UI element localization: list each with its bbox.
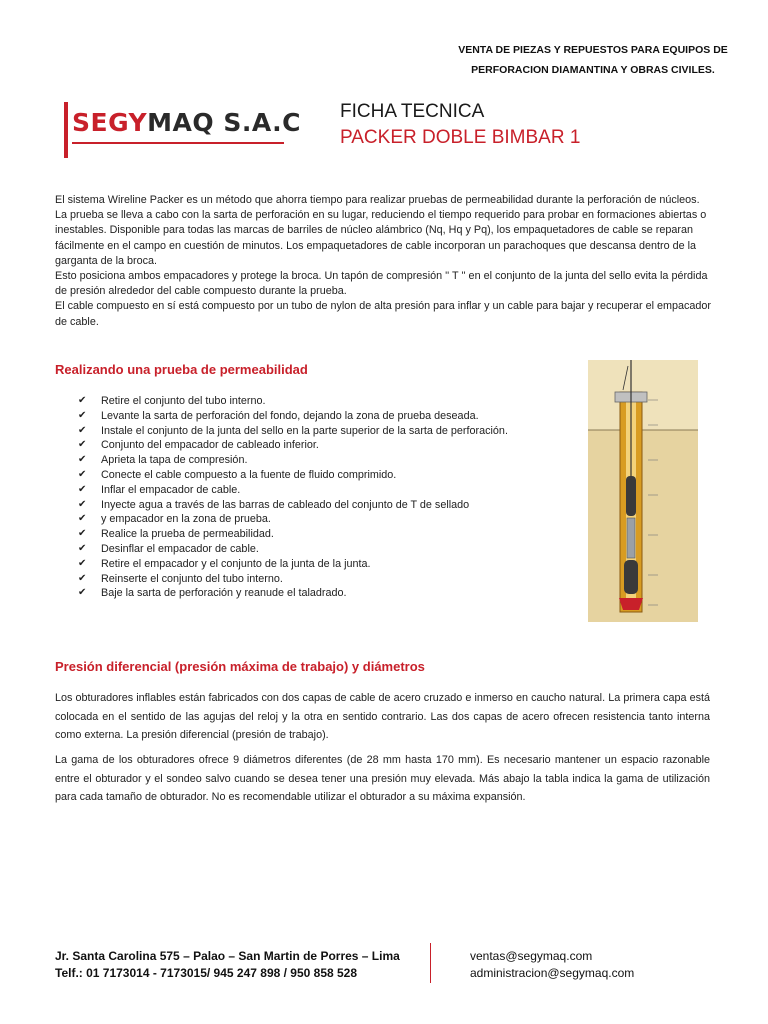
step-text: Realice la prueba de permeabilidad. (101, 528, 274, 541)
footer-email-sales[interactable]: ventas@segymaq.com (470, 949, 593, 963)
company-logo (58, 98, 308, 160)
footer-divider (430, 943, 431, 983)
logo-underline (72, 142, 284, 144)
intro-paragraph: El cable compuesto en sí está compuesto por un tubo de nylon de alta presión para inflar y un cable para bajar y recuperar el empacador de cable. (55, 300, 712, 328)
step-text: Aprieta la tapa de compresión. (101, 454, 248, 467)
checkmark-icon: ✔ (78, 528, 87, 540)
packer-diagram-image (588, 360, 698, 622)
list-item (78, 394, 578, 409)
page-title: FICHA TECNICA (340, 101, 485, 122)
pressure-paragraph-2: La gama de los obturadores ofrece 9 diámetros diferentes (de 28 mm hasta 170 mm). Es necesario mantener un espacio razonable entre el obturador y el sondeo salvo cuando se desea tener una presión muy elevada. Más abajo la tabla indica la gama de utilización para cada tamaño de obturador. No es recomendable utilizar el obturador a su máxima expansión. (55, 754, 710, 803)
step-text: Desinflar el empacador de cable. (101, 542, 259, 555)
checkmark-icon: ✔ (78, 557, 87, 569)
intro-paragraph: La prueba se lleva a cabo con la sarta de perforación en su lugar, reduciendo el tiempo requerido para probar en formaciones abiertas o inestables. Disponible para todas las marcas de barriles de núcleo alámbrico (Nq, Hq y Pq), los empaquetadores de cable se reparan fácilmente en el campo en cuestión de minutos. Los empaquetadores de cable incorporan un parachoques que descansa dentro de la garganta de la broca. (55, 209, 707, 267)
checkmark-icon: ✔ (78, 542, 87, 554)
tagline-line-1: VENTA DE PIEZAS Y REPUESTOS PARA EQUIPOS DE (458, 44, 728, 56)
list-item (78, 512, 578, 527)
step-text: Conecte el cable compuesto a la fuente de fluido comprimido. (101, 468, 397, 481)
checkmark-icon: ✔ (78, 468, 87, 480)
step-text: Baje la sarta de perforación y reanude el taladrado. (101, 587, 347, 600)
checkmark-icon: ✔ (78, 424, 87, 436)
step-text: Instale el conjunto de la junta del sello en la parte superior de la sarta de perforación. (101, 424, 508, 437)
checkmark-icon: ✔ (78, 587, 87, 599)
list-item (78, 438, 578, 453)
footer-address: Jr. Santa Carolina 575 – Palao – San Martin de Porres – Lima (55, 949, 400, 963)
step-text: Levante la sarta de perforación del fondo, dejando la zona de prueba deseada. (101, 409, 479, 422)
intro-paragraph: El sistema Wireline Packer es un método que ahorra tiempo para realizar pruebas de permeabilidad durante la perforación de núcleos. (55, 194, 700, 206)
checkmark-icon: ✔ (78, 483, 87, 495)
step-text: Inflar el empacador de cable. (101, 483, 241, 496)
step-text: Retire el conjunto del tubo interno. (101, 395, 266, 407)
step-text: Conjunto del empacador de cableado inferior. (101, 439, 319, 452)
pressure-paragraph-1: Los obturadores inflables están fabricados con dos capas de cable de acero cruzado e inmerso en caucho natural. La primera capa está colocada en el sentido de las agujas del reloj y la otra en sentido contrario. Las dos capas de acero ofrecen resistencia tanto interna como externa. La presión diferencial (presión de trabajo). (55, 692, 710, 741)
list-item (78, 498, 578, 513)
logo-flag-bar (64, 102, 68, 158)
checkmark-icon: ✔ (78, 513, 87, 525)
logo-text-part-1: SEGY (72, 108, 148, 137)
footer-phones: Telf.: 01 7173014 - 7173015/ 945 247 898 / 950 858 528 (55, 966, 358, 980)
checkmark-icon: ✔ (78, 409, 87, 421)
intro-text (55, 193, 715, 330)
list-item (78, 586, 578, 601)
list-item (78, 572, 578, 587)
section-heading-permeability: Realizando una prueba de permeabilidad (55, 362, 308, 377)
list-item (78, 542, 578, 557)
page-subtitle: PACKER DOBLE BIMBAR 1 (340, 127, 581, 148)
checkmark-icon: ✔ (78, 498, 87, 510)
checkmark-icon: ✔ (78, 395, 87, 406)
tagline-line-2: PERFORACION DIAMANTINA Y OBRAS CIVILES. (471, 64, 715, 76)
step-text: Retire el empacador y el conjunto de la junta de la junta. (101, 557, 371, 570)
procedure-checklist (78, 394, 578, 601)
logo-text-part-2: MAQ S.A.C (147, 108, 302, 137)
list-item (78, 557, 578, 572)
step-text: Reinserte el conjunto del tubo interno. (101, 572, 283, 585)
list-item (78, 527, 578, 542)
footer-email-block (470, 948, 634, 982)
step-text: y empacador en la zona de prueba. (101, 513, 271, 526)
step-text: Inyecte agua a través de las barras de cableado del conjunto de T de sellado (101, 498, 470, 511)
checkmark-icon: ✔ (78, 454, 87, 466)
section-heading-pressure: Presión diferencial (presión máxima de trabajo) y diámetros (55, 659, 425, 674)
list-item (78, 424, 578, 439)
list-item (78, 483, 578, 498)
intro-paragraph: Esto posiciona ambos empacadores y protege la broca. Un tapón de compresión '' T '' en el conjunto de la junta del sello evita la pérdida de presión alrededor del cable compuesto durante la prueba. (55, 270, 708, 298)
list-item (78, 409, 578, 424)
footer-email-admin[interactable]: administracion@segymaq.com (470, 966, 635, 980)
checkmark-icon: ✔ (78, 439, 87, 451)
packer-diagram-illustration (588, 360, 698, 622)
logo-text (72, 108, 301, 137)
list-item (78, 468, 578, 483)
header-tagline (438, 40, 748, 80)
list-item (78, 453, 578, 468)
footer-address-block (55, 948, 400, 982)
checkmark-icon: ✔ (78, 572, 87, 584)
